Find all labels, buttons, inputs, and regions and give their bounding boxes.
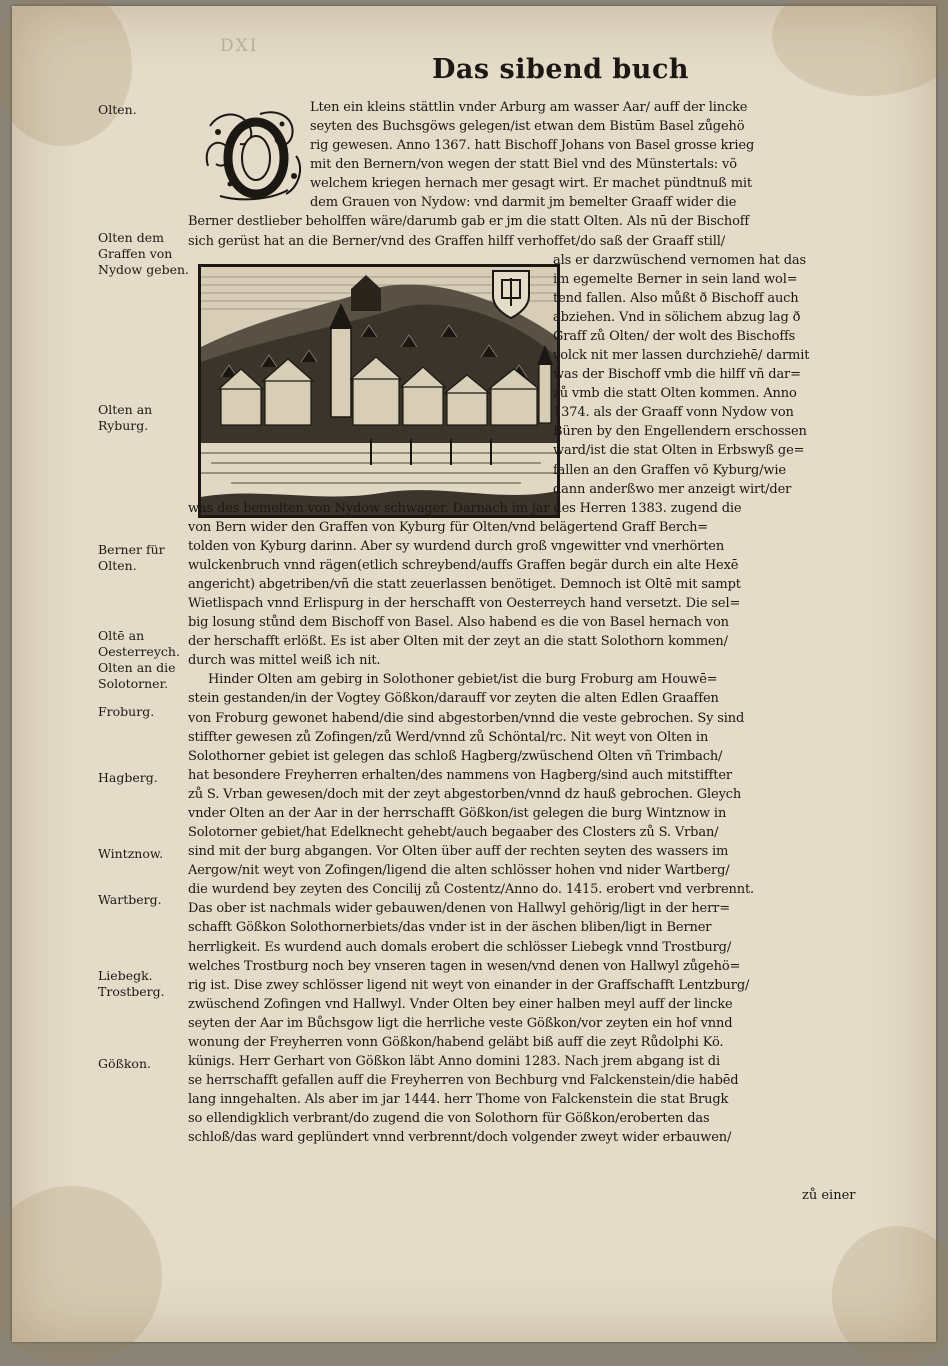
text-line: was der Bischoff vmb die hilff vñ dar= [553, 367, 801, 383]
text-line: abziehen. Vnd in sölichem abzug lag ð [553, 309, 801, 325]
margin-note: Froburg. [98, 704, 155, 719]
stain [0, 0, 132, 146]
text-line: volck nit mer lassen durchziehē/ darmit [553, 348, 810, 364]
text-line: wonung der Freyherren vonn Gößkon/habend geläbt biß auff die zeyt Růdolphi Kö. [188, 1034, 724, 1050]
text-line: lang inngehalten. Als aber im jar 1444. herr Thome von Falckenstein die stat Brugk [188, 1092, 729, 1108]
running-title: Das sibend buch [432, 54, 690, 85]
text-line: fallen an den Graffen võ Kyburg/wie [553, 462, 786, 478]
text-line: dem Grauen von Nydow: vnd darmit jm bemelter Graaff wider die [310, 195, 737, 211]
text-line: mit den Bernern/von wegen der statt Biel vnd des Münstertals: võ [310, 157, 737, 173]
stain [772, 0, 948, 96]
text-line: 1374. als der Graaff vonn Nydow von [553, 405, 794, 421]
margin-note: Olten dem Graffen von Nydow geben. [98, 230, 190, 277]
text-line: als er darzwüschend vernomen hat das [553, 252, 807, 268]
coat-of-arms-icon [490, 268, 532, 320]
catchword: zů einer [802, 1188, 856, 1203]
margin-note: Berner für Olten. [98, 542, 165, 573]
text-line: im egemelte Berner in sein land wol= [553, 271, 798, 287]
text-line: ward/ist die stat Olten in Erbswyß ge= [553, 443, 805, 459]
text-line: tend fallen. Also můßt ð Bischoff auch [553, 290, 799, 306]
text-line: Solotorner gebiet/hat Edelknecht gehebt/auch begaaber des Closters zů S. Vrban/ [188, 825, 719, 841]
text-line: Solothorner gebiet ist gelegen das schloß Hagberg/zwüschend Olten vñ Trimbach/ [188, 748, 723, 764]
margin-note: Gößkon. [98, 1056, 151, 1071]
text-line: seyten des Buchsgöws gelegen/ist etwan dem Bistūm Basel zůgehö [310, 119, 745, 135]
text-line: tolden von Kyburg darinn. Aber sy wurdend durch groß vngewitter vnd vnerhörten [188, 538, 725, 554]
text-line: rig ist. Dise zwey schlösser ligend nit weyt von einander in der Graffschafft Lentzburg/ [188, 977, 750, 993]
folio-number: DXI [220, 36, 259, 56]
text-line: hat besondere Freyherren erhalten/des nammens von Hagberg/sind auch mitstiffter [188, 767, 732, 783]
text-line: stiffter gewesen zů Zofingen/zů Werd/vnnd zů Schöntal/rc. Nit weyt von Olten in [188, 729, 709, 745]
text-line: die wurdend bey zeyten des Concilij zů Costentz/Anno do. 1415. erobert vnd verbrennt. [188, 882, 755, 898]
text-line: Graff zů Olten/ der wolt des Bischoffs [553, 328, 796, 344]
text-line: Wietlispach vnnd Erlispurg in der herschafft von Oesterreych hand versetzt. Die sel= [188, 596, 741, 612]
text-line: von Bern wider den Graffen von Kyburg für Olten/vnd belägertend Graff Berch= [188, 519, 709, 535]
margin-note: Liebegk. Trostberg. [98, 968, 165, 999]
text-line: der herschafft erlößt. Es ist aber Olten mit der zeyt an die statt Solothorn kommen/ [188, 634, 728, 650]
text-line: schafft Gößkon Solothornerbiets/das vnder ist in der äschen bliben/ligt in Berner [188, 920, 712, 936]
stain [832, 1226, 948, 1366]
text-line: dann anderßwo mer anzeigt wirt/der [553, 481, 792, 497]
text-line: von Froburg gewonet habend/die sind abgestorben/vnnd die veste gebrochen. Sy sind [188, 710, 745, 726]
margin-note: Olten. [98, 102, 137, 117]
text-line: sich gerüst hat an die Berner/vnd des Graffen hilff verhoffet/do saß der Graaff still/ [188, 233, 725, 249]
stain [0, 1186, 162, 1366]
margin-note: Wartberg. [98, 892, 162, 907]
text-line: durch was mittel weiß ich nit. [188, 653, 381, 669]
text-line: Das ober ist nachmals wider gebauwen/denen von Hallwyl gehörig/ligt in der herr= [188, 901, 730, 917]
margin-note: Wintznow. [98, 846, 164, 861]
text-line: zů vmb die statt Olten kommen. Anno [553, 386, 797, 402]
margin-note: Olten an Ryburg. [98, 402, 153, 433]
decorated-initial-o [200, 106, 312, 204]
text-line: sind mit der burg abgangen. Vor Olten über auff der rechten seyten des wassers im [188, 844, 729, 860]
text-line: herrligkeit. Es wurdend auch domals erobert die schlösser Liebegk vnnd Trostburg/ [188, 939, 732, 955]
text-line: zů S. Vrban gewesen/doch mit der zeyt abgestorben/vnnd dz hauß gebrochen. Gleych [188, 786, 742, 802]
margin-note: Hagberg. [98, 770, 158, 785]
text-line: seyten der Aar im Bůchsgow ligt die herrliche veste Gößkon/vor zeyten ein hof vnnd [188, 1015, 733, 1031]
text-line: Aergow/nit weyt von Zofingen/ligend die alten schlösser hohen vnd nider Wartberg/ [188, 863, 730, 879]
text-line: was des bemelten von Nydow schwager. Darnach im jar des Herren 1383. zugend die [188, 500, 742, 516]
text-line: so ellendigklich verbrant/do zugend die von Solothorn für Gößkon/eroberten das [188, 1111, 710, 1127]
text-line: big losung stůnd dem Bischoff von Basel. Also habend es die von Basel hernach von [188, 615, 729, 631]
text-line: stein gestanden/in der Vogtey Gößkon/darauff vor zeyten die alten Edlen Graaffen [188, 691, 719, 707]
text-line: angericht) abgetriben/vñ die statt zeuerlassen benötiget. Demnoch ist Oltē mit sampt [188, 577, 741, 592]
text-line: welches Trostburg noch bey vnseren tagen in wesen/vnd denen von Hallwyl zůgehö= [188, 958, 741, 974]
book-page [12, 6, 936, 1342]
text-line: Lten ein kleins stättlin vnder Arburg am wasser Aar/ auff der lincke [310, 100, 748, 115]
text-line: se herrschafft gefallen auff die Freyherren von Bechburg vnd Falckenstein/die habēd [188, 1073, 739, 1089]
text-line: Büren by den Engellendern erschossen [553, 424, 807, 440]
text-line: rig gewesen. Anno 1367. hatt Bischoff Johans von Basel grosse krieg [310, 138, 755, 154]
text-line: wulckenbruch vnnd rägen(etlich schreybend/auffs Graffen begär durch ein alte Hexē [188, 557, 739, 573]
margin-note: Oltē an Oesterreych. Olten an die Solotorner. [98, 628, 180, 691]
text-line: künigs. Herr Gerhart von Gößkon läbt Anno domini 1283. Nach jrem abgang ist di [188, 1054, 720, 1069]
text-line: Berner destlieber beholffen wäre/darumb gab er jm die statt Olten. Als nū der Bischoff [188, 214, 750, 230]
text-line: vnder Olten an der Aar in der herrschafft Gößkon/ist gelegen die burg Wintznow in [188, 805, 727, 821]
text-line: zwüschend Zofingen vnd Hallwyl. Vnder Olten bey einer halben meyl auff der lincke [188, 996, 733, 1012]
text-line: schloß/das ward geplündert vnnd verbrennt/doch volgender zweyt wider erbauwen/ [188, 1130, 732, 1146]
text-line: welchem kriegen hernach mer gesagt wirt. Er machet pündtnuß mit [310, 176, 752, 192]
text-line: Hinder Olten am gebirg in Solothoner gebiet/ist die burg Froburg am Houwē= [208, 672, 718, 688]
